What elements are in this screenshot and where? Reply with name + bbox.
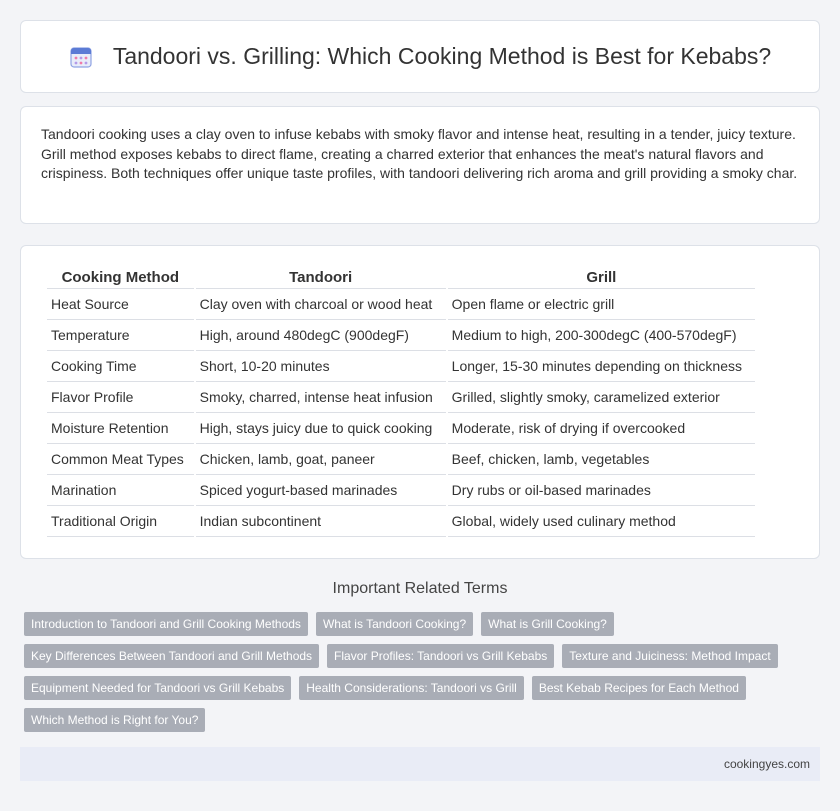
table-header-row — [47, 265, 755, 289]
related-term-tag[interactable]: Key Differences Between Tandoori and Grill Methods — [24, 644, 319, 668]
related-term-tag[interactable]: Best Kebab Recipes for Each Method — [532, 676, 746, 700]
table-cell: Flavor Profile — [47, 382, 194, 413]
related-term-tag[interactable]: Flavor Profiles: Tandoori vs Grill Kebabs — [327, 644, 554, 668]
table-cell: Dry rubs or oil-based marinades — [448, 475, 755, 506]
intro-card — [20, 106, 820, 224]
table-row — [47, 289, 755, 320]
table-cell: Marination — [47, 475, 194, 506]
table-cell: Open flame or electric grill — [448, 289, 755, 320]
table-row — [47, 351, 755, 382]
related-term-tag[interactable]: Texture and Juiciness: Method Impact — [562, 644, 777, 668]
table-cell: Moisture Retention — [47, 413, 194, 444]
table-row — [47, 413, 755, 444]
table-cell: Heat Source — [47, 289, 194, 320]
page-title: Tandoori vs. Grilling: Which Cooking Method is Best for Kebabs? — [112, 43, 772, 69]
table-cell: Temperature — [47, 320, 194, 351]
table-cell: Grilled, slightly smoky, caramelized exterior — [448, 382, 755, 413]
footer-site-link[interactable]: cookingyes.com — [723, 757, 810, 771]
table-cell: Moderate, risk of drying if overcooked — [448, 413, 755, 444]
table-cell: Chicken, lamb, goat, paneer — [196, 444, 446, 475]
related-terms-list — [24, 612, 794, 740]
table-cell: Medium to high, 200-300degC (400-570degF) — [448, 320, 755, 351]
table-cell: Clay oven with charcoal or wood heat — [196, 289, 446, 320]
table-cell: Smoky, charred, intense heat infusion — [196, 382, 446, 413]
table-cell: Cooking Time — [47, 351, 194, 382]
related-term-tag[interactable]: Introduction to Tandoori and Grill Cooking Methods — [24, 612, 308, 636]
footer — [20, 747, 820, 781]
table-row — [47, 382, 755, 413]
table-row — [47, 506, 755, 537]
column-header-grill: Grill — [448, 265, 755, 289]
table-row — [47, 475, 755, 506]
column-header-cooking-method: Cooking Method — [47, 265, 194, 289]
related-term-tag[interactable]: Which Method is Right for You? — [24, 708, 205, 732]
comparison-table-card — [20, 245, 820, 559]
table-cell: Short, 10-20 minutes — [196, 351, 446, 382]
related-term-tag[interactable]: Equipment Needed for Tandoori vs Grill Kebabs — [24, 676, 291, 700]
table-row — [47, 444, 755, 475]
table-cell: Longer, 15-30 minutes depending on thickness — [448, 351, 755, 382]
intro-text: Tandoori cooking uses a clay oven to infuse kebabs with smoky flavor and intense heat, resulting in a tender, juicy texture. Grill method exposes kebabs to direct flame, creating a charred exterior that enhances the meat's natural flavors and crispiness. Both techniques offer unique taste profiles, with tandoori delivering rich aroma and grill providing a smoky char. — [41, 126, 798, 181]
comparison-table — [45, 265, 757, 537]
column-header-tandoori: Tandoori — [196, 265, 446, 289]
table-cell: High, stays juicy due to quick cooking — [196, 413, 446, 444]
table-cell: Indian subcontinent — [196, 506, 446, 537]
table-cell: Spiced yogurt-based marinades — [196, 475, 446, 506]
related-term-tag[interactable]: What is Tandoori Cooking? — [316, 612, 473, 636]
calendar-icon — [69, 45, 93, 69]
table-cell: High, around 480degC (900degF) — [196, 320, 446, 351]
table-cell: Beef, chicken, lamb, vegetables — [448, 444, 755, 475]
related-term-tag[interactable]: Health Considerations: Tandoori vs Grill — [299, 676, 524, 700]
related-term-tag[interactable]: What is Grill Cooking? — [481, 612, 614, 636]
table-row — [47, 320, 755, 351]
table-cell: Global, widely used culinary method — [448, 506, 755, 537]
table-cell: Common Meat Types — [47, 444, 194, 475]
related-terms-heading: Important Related Terms — [332, 580, 508, 597]
table-cell: Traditional Origin — [47, 506, 194, 537]
title-card — [20, 20, 820, 93]
